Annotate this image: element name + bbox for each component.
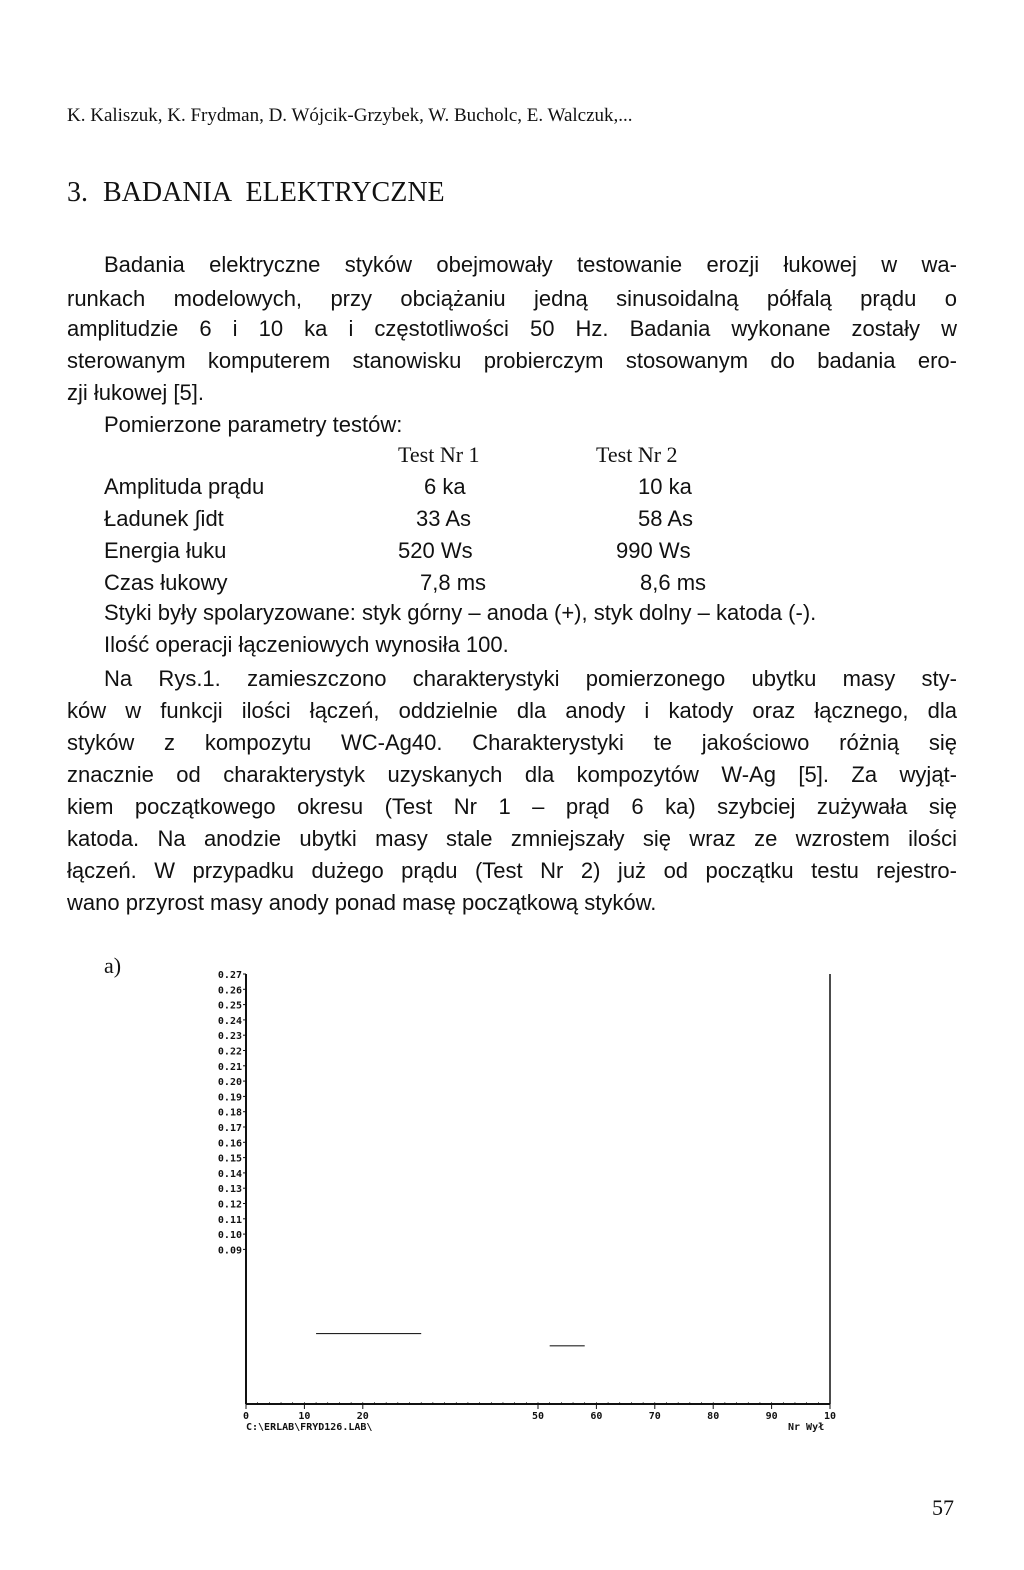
chart-x-tick-label: 80: [707, 1411, 720, 1422]
chart-x-tick-label: 70: [648, 1411, 661, 1422]
running-header: K. Kaliszuk, K. Frydman, D. Wójcik-Grzybek, W. Bucholc, E. Walczuk,...: [67, 105, 633, 126]
chart-y-tick-label: 0.24: [217, 1015, 242, 1027]
figure-label: a): [104, 953, 122, 978]
table-cell-test1: 520 Ws: [398, 538, 473, 563]
table-row-label: Czas łukowy: [104, 570, 228, 595]
chart-series: [316, 1334, 585, 1346]
chart-y-ticks: [218, 970, 246, 1256]
polarity-line: Styki były spolaryzowane: styk górny – anoda (+), styk dolny – katoda (-).: [104, 600, 817, 625]
chart-y-tick-label: 0.15: [217, 1153, 242, 1165]
table-cell-test2: 8,6 ms: [640, 570, 707, 595]
page-number: 57: [932, 1495, 954, 1520]
chart-x-tick-label: 90: [765, 1411, 778, 1422]
x-axis-title: Nr Wył: [788, 1422, 825, 1433]
chart-y-tick-label: 0.26: [217, 985, 242, 997]
body-line: styków z kompozytu WC-Ag40. Charakterystyki te jakościowo różnią się: [67, 730, 957, 755]
chart-y-tick-label: 0.10: [217, 1230, 242, 1242]
chart-y-tick-label: 0.11: [217, 1214, 242, 1226]
body-line: kiem początkowego okresu (Test Nr 1 – prąd 6 ka) szybciej zużywała się: [67, 794, 957, 819]
table-header-test1: Test Nr 1: [398, 442, 480, 467]
body-line: znacznie od charakterystyk uzyskanych dla kompozytów W-Ag [5]. Za wyjąt-: [67, 762, 957, 787]
body-line: łączeń. W przypadku dużego prądu (Test Nr 2) już od początku testu rejestro-: [67, 858, 957, 883]
table-row-label: Amplituda prądu: [104, 474, 265, 499]
chart-y-tick-label: 0.19: [217, 1092, 242, 1104]
params-intro: Pomierzone parametry testów:: [104, 412, 403, 437]
chart-x-tick-label: 10: [298, 1411, 311, 1422]
chart-y-tick-label: 0.14: [217, 1168, 242, 1180]
chart-y-tick-label: 0.13: [217, 1184, 242, 1196]
chart-y-tick-label: 0.20: [217, 1077, 242, 1089]
intro-line: Badania elektryczne styków obejmowały testowanie erozji łukowej w wa-: [104, 252, 957, 277]
chart-y-tick-label: 0.09: [217, 1245, 242, 1257]
table-cell-test1: 33 As: [416, 506, 472, 531]
chart-x-tick-label: 60: [590, 1411, 603, 1422]
body-line: katoda. Na anodzie ubytki masy stale zmniejszały się wraz ze wzrostem ilości: [67, 826, 957, 851]
chart-x-tick-label: 20: [356, 1411, 369, 1422]
table-row-label: Energia łuku: [104, 538, 227, 563]
intro-line: zji łukowej [5].: [67, 380, 204, 405]
chart-y-tick-label: 0.22: [217, 1046, 242, 1058]
chart-y-tick-label: 0.12: [217, 1199, 242, 1211]
chart-x-tick-label: 10: [823, 1411, 837, 1422]
chart-axes: [246, 974, 830, 1404]
intro-line: sterowanym komputerem stanowisku probierczym stosowanym do badania ero-: [67, 348, 957, 373]
table-cell-test2: 58 As: [638, 506, 694, 531]
chart-y-tick-label: 0.23: [217, 1031, 242, 1043]
file-label: C:\ERLAB\FRYD126.LAB\: [246, 1422, 373, 1433]
table-cell-test1: 6 ka: [424, 474, 466, 499]
body-line: ków w funkcji ilości łączeń, oddzielnie dla anody i katody oraz łącznego, dla: [67, 698, 957, 723]
body-line: wano przyrost masy anody ponad masę początkową styków.: [67, 890, 657, 915]
intro-line: runkach modelowych, przy obciążaniu jedną sinusoidalną półfalą prądu o: [67, 286, 957, 311]
table-cell-test1: 7,8 ms: [420, 570, 487, 595]
chart-y-tick-label: 0.25: [217, 1000, 242, 1012]
chart-y-tick-label: 0.17: [217, 1123, 242, 1134]
chart-x-tick-label: 50: [531, 1411, 545, 1422]
body-line: Na Rys.1. zamieszczono charakterystyki pomierzonego ubytku masy sty-: [104, 666, 957, 691]
chart-y-tick-label: 0.21: [217, 1061, 242, 1073]
intro-line: amplitudzie 6 i 10 ka i częstotliwości 50 Hz. Badania wykonane zostały w: [67, 316, 957, 341]
table-row-label: Ładunek ∫idt: [104, 506, 224, 531]
section-title: 3. BADANIA ELEKTRYCZNE: [67, 177, 445, 208]
chart-x-tick-label: 0: [242, 1411, 250, 1422]
chart-y-tick-label: 0.27: [217, 970, 242, 981]
operations-line: Ilość operacji łączeniowych wynosiła 100.: [104, 632, 509, 657]
chart-y-tick-label: 0.16: [217, 1138, 242, 1150]
mass-loss-chart: [200, 960, 860, 1450]
table-cell-test2: 10 ka: [638, 474, 692, 499]
chart-y-tick-label: 0.18: [217, 1107, 242, 1119]
table-header-test2: Test Nr 2: [596, 442, 678, 467]
table-cell-test2: 990 Ws: [616, 538, 691, 563]
